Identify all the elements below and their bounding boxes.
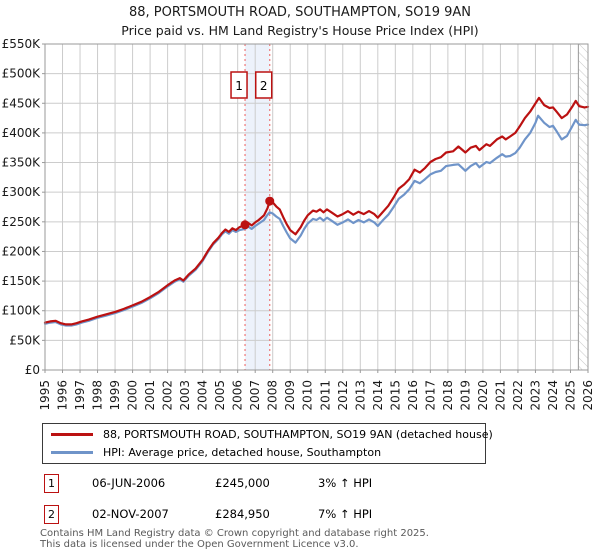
x-axis-tick-label: 2008: [265, 380, 280, 411]
sale-marker-dot: [241, 220, 250, 229]
x-axis-tick-label: 2025: [563, 380, 578, 411]
price-paid-line-swatch: [51, 433, 93, 436]
sale-2-number-badge: 2: [44, 505, 59, 524]
x-axis-tick-label: 2022: [510, 380, 525, 411]
x-axis-tick-label: 2007: [248, 380, 263, 411]
x-axis-tick-label: 2000: [125, 380, 140, 411]
x-axis-tick-label: 2006: [230, 380, 245, 411]
sale-1-date: 06-JUN-2006: [92, 476, 166, 490]
y-axis-tick-label: £300K: [1, 185, 40, 200]
chart-legend: [42, 423, 493, 464]
sale-row-2: [44, 503, 564, 525]
y-axis-tick-label: £550K: [1, 37, 40, 51]
x-axis-tick-label: 2003: [178, 380, 193, 411]
x-axis-tick-label: 2013: [353, 380, 368, 411]
sale-row-1: [44, 472, 564, 494]
y-axis-tick-label: £50K: [9, 333, 40, 348]
footer-line-2: This data is licensed under the Open Government Licence v3.0.: [40, 538, 359, 550]
y-axis-tick-label: £200K: [1, 244, 40, 259]
x-axis-tick-label: 2011: [318, 380, 333, 411]
x-axis-tick-label: 2014: [370, 380, 385, 411]
sale-2-price: £284,950: [215, 507, 270, 521]
legend-item-price-paid: [51, 428, 493, 442]
footer-line-1: Contains HM Land Registry data © Crown copyright and database right 2025.: [40, 528, 429, 539]
x-axis-tick-label: 2020: [475, 379, 490, 411]
y-axis-tick-label: £400K: [1, 125, 40, 140]
sale-annotation-number: 2: [259, 79, 268, 93]
y-axis-tick-label: £100K: [1, 303, 40, 318]
x-axis-tick-label: 2010: [300, 380, 315, 411]
hpi-line-swatch: [51, 451, 93, 454]
x-axis-tick-label: 2012: [335, 380, 350, 411]
x-axis-tick-label: 2009: [283, 380, 298, 411]
x-axis-tick-label: 2018: [440, 380, 455, 411]
no-data-hatch-region: [578, 44, 588, 370]
page-title: 88, PORTSMOUTH ROAD, SOUTHAMPTON, SO19 9AN: [128, 5, 472, 20]
y-axis-tick-label: £250K: [1, 214, 40, 229]
x-axis-tick-label: 2002: [160, 380, 175, 411]
y-axis-tick-label: £150K: [1, 274, 40, 289]
sale-2-hpi-change: 7% ↑ HPI: [318, 507, 373, 521]
y-axis-tick-label: £450K: [1, 96, 40, 111]
x-axis-tick-label: 2021: [493, 379, 508, 411]
sale-1-number-badge: 1: [44, 474, 59, 493]
x-axis-tick-label: 2024: [545, 380, 560, 411]
x-axis-tick-label: 1997: [73, 380, 88, 411]
legend-label-hpi: HPI: Average price, detached house, Southampton: [103, 446, 382, 459]
y-axis-tick-label: £0: [24, 363, 40, 377]
y-axis-tick-label: £500K: [1, 66, 40, 81]
x-axis-tick-label: 2005: [213, 380, 228, 411]
x-axis-tick-label: 2015: [388, 380, 403, 411]
x-axis-tick-label: 1998: [90, 380, 105, 411]
x-axis-tick-label: 1999: [108, 380, 123, 411]
x-axis-tick-label: 1996: [55, 380, 70, 411]
sale-annotation-number: 1: [235, 79, 243, 93]
x-axis-tick-label: 2019: [458, 380, 473, 411]
legend-item-hpi: [51, 446, 485, 460]
x-axis-tick-label: 2026: [581, 380, 595, 411]
sale-2-date: 02-NOV-2007: [92, 507, 169, 521]
y-axis-tick-label: £350K: [1, 155, 40, 170]
x-axis-tick-label: 2001: [143, 380, 158, 411]
legend-label-price-paid: 88, PORTSMOUTH ROAD, SOUTHAMPTON, SO19 9AN (detached house): [103, 428, 493, 441]
sale-1-hpi-change: 3% ↑ HPI: [318, 476, 373, 490]
x-axis-tick-label: 2017: [423, 380, 438, 411]
sale-1-price: £245,000: [215, 476, 270, 490]
page-subtitle: Price paid vs. HM Land Registry's House Price Index (HPI): [121, 23, 479, 38]
x-axis-tick-label: 2004: [195, 380, 210, 411]
x-axis-tick-label: 2016: [405, 380, 420, 411]
x-axis-tick-label: 2023: [528, 380, 543, 411]
copyright-footer: [40, 529, 429, 550]
x-axis-tick-label: 1995: [38, 380, 52, 411]
plot-background: [45, 44, 588, 370]
sale-marker-dot: [265, 197, 274, 206]
